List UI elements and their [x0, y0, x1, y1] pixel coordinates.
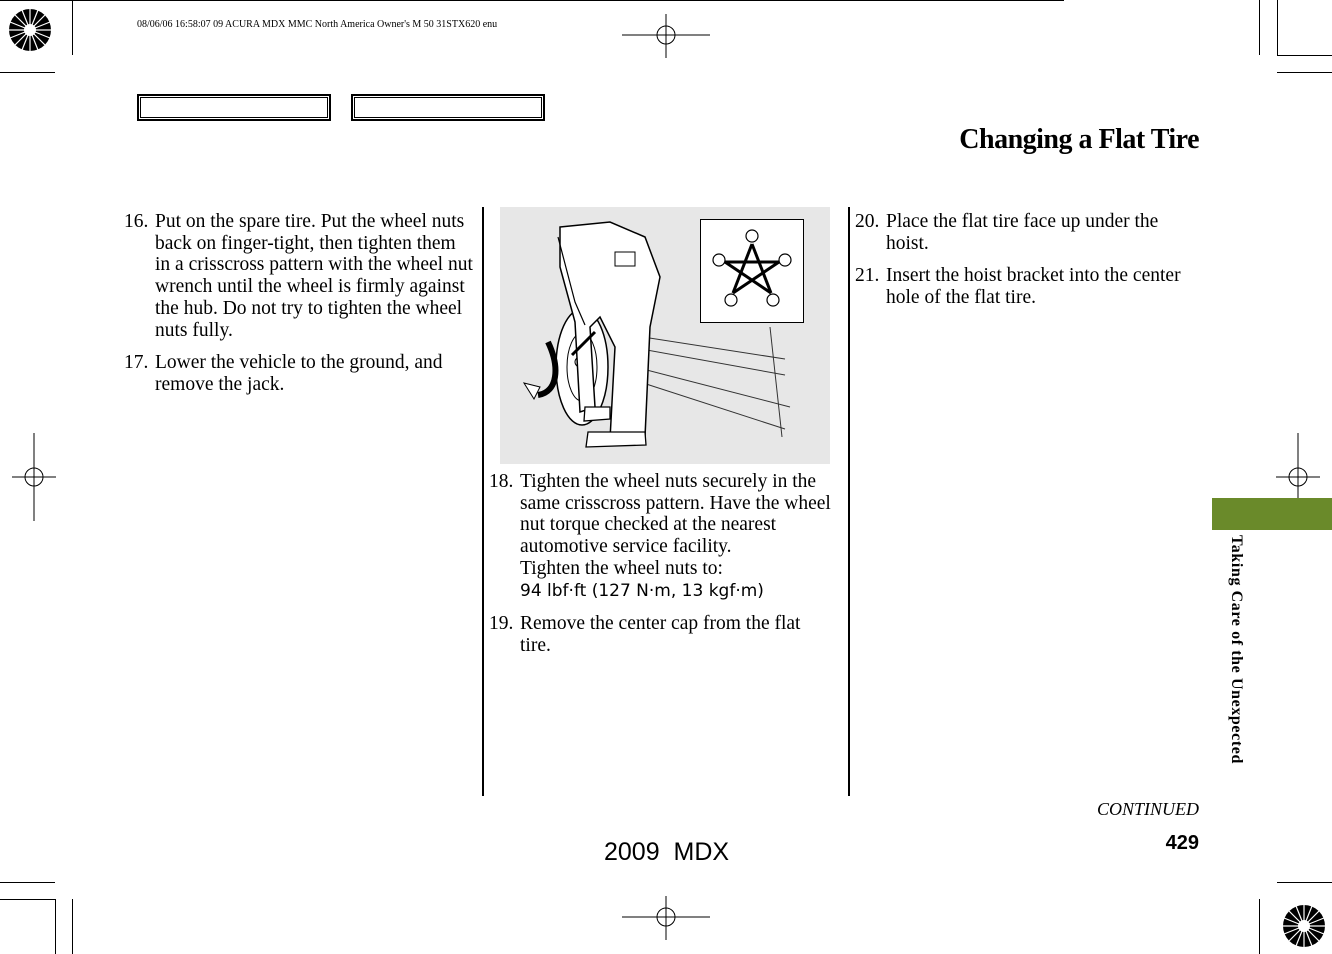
step-text: Remove the center cap from the flat tire. — [520, 613, 801, 656]
page-title: Changing a Flat Tire — [959, 124, 1199, 155]
registration-target-icon — [1279, 901, 1329, 951]
step-number: 20. — [855, 211, 880, 232]
footer-model: 2009 MDX — [604, 838, 730, 866]
wheel-nut-star-pattern-icon — [701, 220, 803, 322]
header-rule — [0, 0, 1064, 1]
section-label: Taking Care of the Unexpected — [1228, 535, 1245, 764]
crosshair-icon — [622, 896, 710, 940]
step-number: 17. — [124, 352, 149, 374]
list-item — [489, 471, 834, 602]
crosshair-icon — [12, 433, 56, 521]
torque-spec: 94 lbf·ft (127 N·m, 13 kgf·m) — [520, 580, 764, 601]
section-tab[interactable] — [1212, 498, 1332, 530]
registration-target-icon — [5, 5, 55, 55]
step-text: Lower the vehicle to the ground, and remove the jack. — [155, 352, 443, 395]
nav-box-main-menu[interactable] — [137, 94, 331, 121]
print-metadata: 08/06/06 16:58:07 09 ACURA MDX MMC North America Owner's M 50 31STX620 enu — [137, 19, 498, 30]
page-number: 429 — [1165, 832, 1199, 854]
list-item — [855, 265, 1200, 308]
step-number: 16. — [124, 211, 149, 232]
list-item — [124, 211, 474, 341]
crosshair-icon — [622, 14, 710, 58]
column-divider — [482, 207, 484, 796]
column-right — [855, 211, 1200, 320]
column-divider — [848, 207, 850, 796]
step-text: Put on the spare tire. Put the wheel nuts back on finger-tight, then tighten them in a crisscross pattern with the wheel nut wrench until the wheel is firmly against the hub. Do not try to tighten the wheel nuts fully. — [155, 211, 473, 341]
step-text: Tighten the wheel nuts securely in the same crisscross pattern. Have the wheel nut torque checked at the nearest automotive service facility. — [520, 471, 831, 558]
list-item — [124, 352, 474, 395]
step-number: 21. — [855, 265, 880, 287]
continued-label: CONTINUED — [1096, 799, 1199, 819]
step-number: 19. — [489, 613, 514, 635]
step-text: Place the flat tire face up under the hoist. — [886, 211, 1159, 254]
crisscross-pattern-diagram — [700, 219, 804, 323]
step-subtext: Tighten the wheel nuts to: — [520, 557, 723, 579]
column-left — [124, 211, 474, 407]
list-item — [489, 613, 834, 656]
list-item — [855, 211, 1200, 254]
step-text: Insert the hoist bracket into the center hole of the flat tire. — [886, 265, 1181, 309]
step-number: 18. — [489, 471, 514, 492]
column-middle — [489, 471, 834, 668]
nav-box-table-of-contents[interactable] — [351, 94, 545, 121]
